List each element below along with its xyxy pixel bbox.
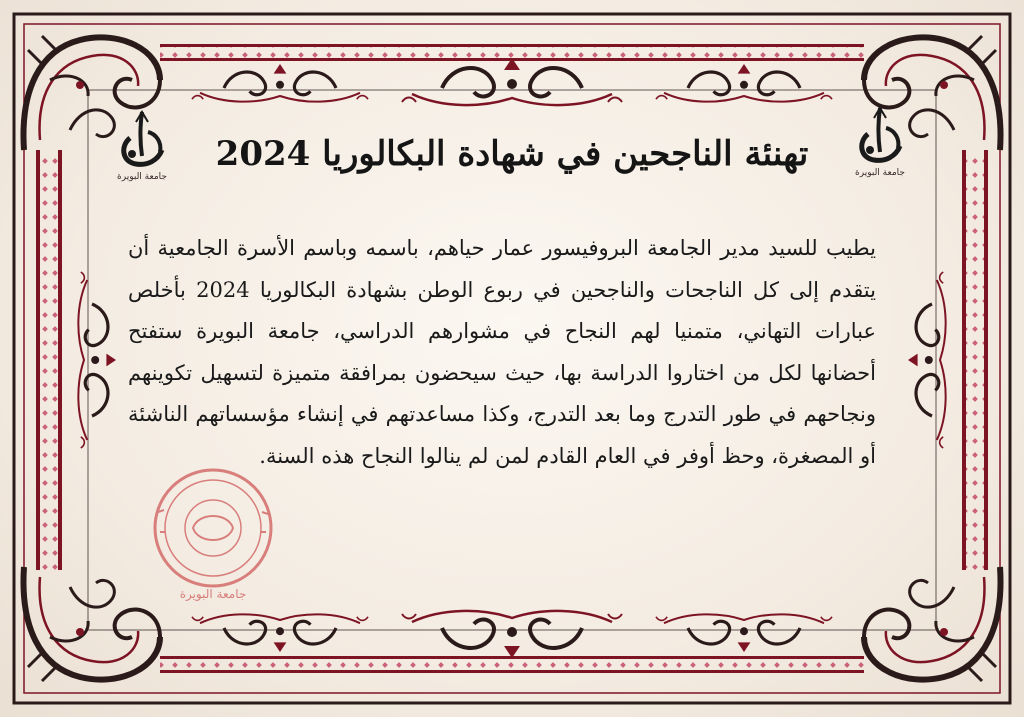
university-logo-icon <box>110 108 174 172</box>
congratulation-message: يطيب للسيد مدير الجامعة البروفيسور عمار حياهم، باسمه وباسم الأسرة الجامعية أن يتقدم إلى كل الناجحات والناجحين في ربوع الوطن بشهادة البكالوريا 2024 بأخلص عبارات التهاني، متمنيا لهم النجاح في مشوارهم الدراسي، جامعة البويرة ستفتح أحضانها لكل من اختاروا الدراسة بها، حيث سيحضون بمرافقة متميزة لتسهيل تكوينهم ونجاحهم في طور التدرج وما بعد التدرج، وكذا مساعدتهم في إنشاء مؤسساتهم الناشئة أو المصغرة، وحظ أوفر في العام القادم لمن لم ينالوا النجاح هذه السنة. <box>128 236 876 468</box>
university-logo-icon <box>848 104 912 168</box>
certificate-title: تهنئة الناجحين في شهادة البكالوريا 2024 <box>215 134 809 174</box>
university-logo-right <box>848 104 912 184</box>
seal-text: جامعة البويرة <box>179 587 247 601</box>
official-seal-icon <box>138 462 288 602</box>
university-logo-left <box>110 108 174 188</box>
logo-caption: جامعة البويرة <box>855 168 905 178</box>
logo-caption: جامعة البويرة <box>117 172 167 182</box>
